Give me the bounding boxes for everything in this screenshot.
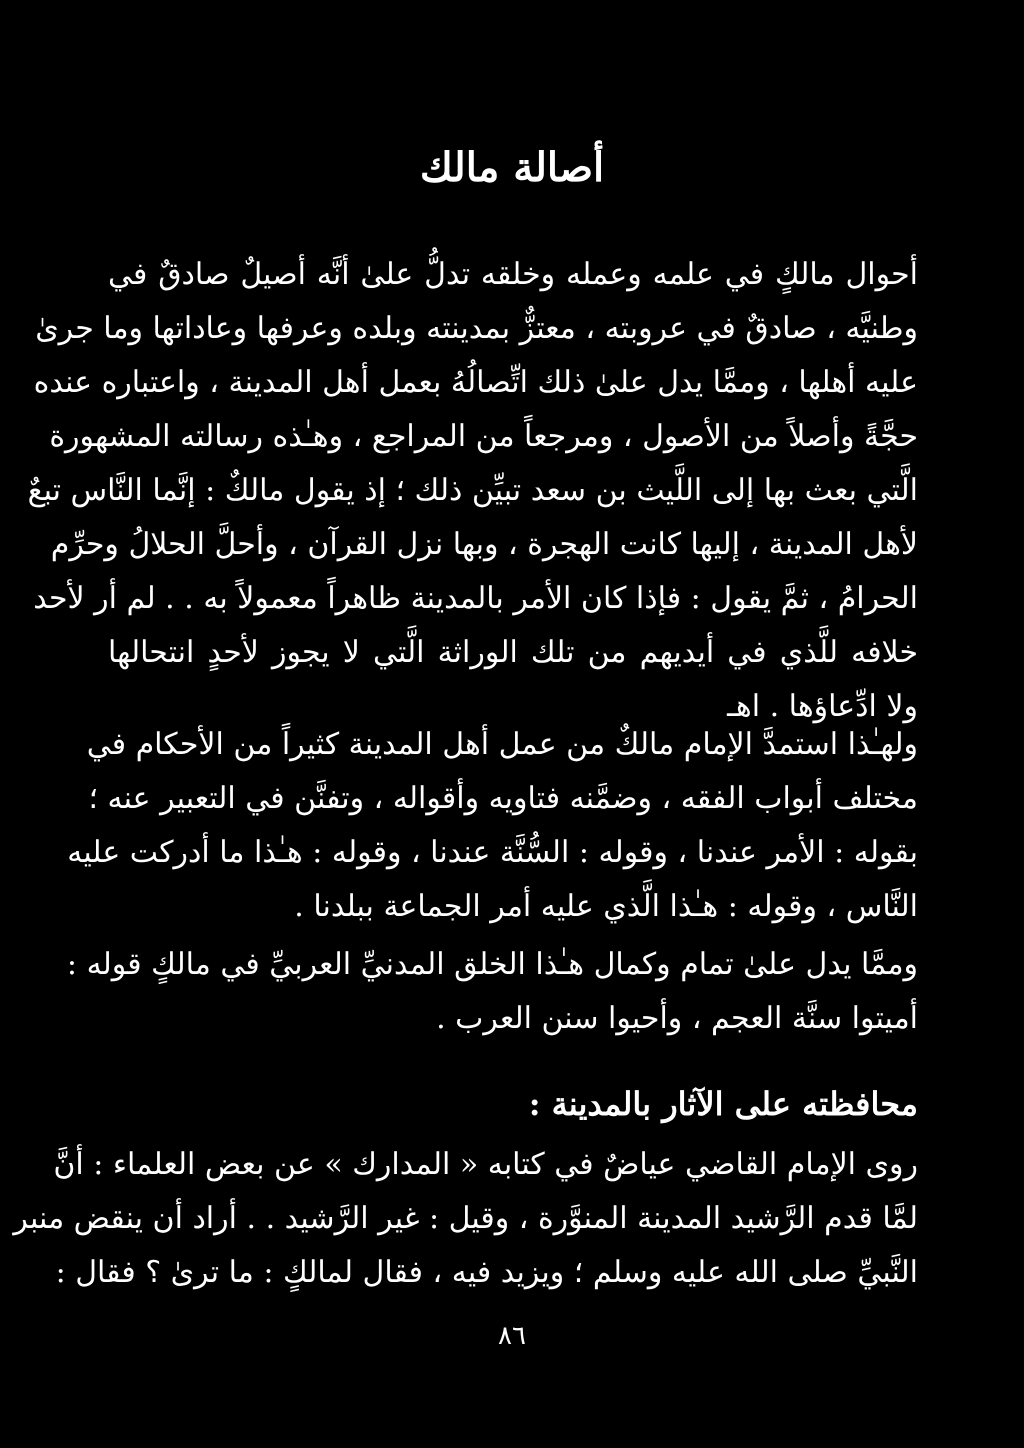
text-line: لأهل المدينة ، إليها كانت الهجرة ، وبها نزل القرآن ، وأحلَّ الحلالُ وحرِّم bbox=[50, 527, 918, 562]
text-line: حجَّةً وأصلاً من الأصول ، ومرجعاً من المراجع ، وهـٰذه رسالته المشهورة bbox=[49, 419, 918, 454]
text-line: الَّتي بعث بها إلى اللَّيث بن سعد تبيِّن ذلك ؛ إذ يقول مالكٌ : إنَّما النَّاس تبعٌ bbox=[27, 473, 918, 508]
text-line: عليه أهلها ، وممَّا يدل علىٰ ذلك اتِّصالُهُ بعمل أهل المدينة ، واعتباره عنده bbox=[33, 365, 918, 400]
paragraph-1 bbox=[27, 248, 918, 734]
text-line: مختلف أبواب الفقه ، وضمَّنه فتاويه وأقواله ، وتفنَّن في التعبير عنه ؛ bbox=[88, 781, 918, 816]
section-paragraph bbox=[13, 1138, 918, 1300]
page-number: ٨٦ bbox=[498, 1321, 526, 1351]
section-heading: محافظته على الآثار بالمدينة : bbox=[528, 1085, 918, 1123]
text-line: وممَّا يدل علىٰ تمام وكمال هـٰذا الخلق المدنيِّ العربيِّ في مالكٍ قوله : bbox=[66, 947, 918, 982]
text-line: ولهـٰذا استمدَّ الإمام مالكٌ من عمل أهل المدينة كثيراً من الأحكام في bbox=[86, 727, 918, 762]
text-line: وطنيَّه ، صادقٌ في عروبته ، معتزٌّ بمدينته وبلده وعرفها وعاداتها وما جرىٰ bbox=[35, 311, 918, 346]
text-line: أميتوا سنَّة العجم ، وأحيوا سنن العرب . bbox=[436, 1001, 918, 1036]
text-line: أحوال مالكٍ في علمه وعمله وخلقه تدلُّ علىٰ أنَّه أصيلٌ صادقٌ في bbox=[108, 257, 918, 292]
paragraph-3 bbox=[66, 938, 918, 1046]
page-title: أصالة مالك bbox=[419, 144, 605, 191]
text-line: ولا ادِّعاؤها . اهـ bbox=[727, 689, 918, 724]
text-line: خلافه للَّذي في أيديهم من تلك الوراثة الَّتي لا يجوز لأحدٍ انتحالها bbox=[108, 635, 918, 670]
text-line: لمَّا قدم الرَّشيد المدينة المنوَّرة ، وقيل : غير الرَّشيد . . أراد أن ينقض منبر bbox=[13, 1201, 918, 1236]
text-line: روى الإمام القاضي عياضٌ في كتابه « المدارك » عن بعض العلماء : أنَّ bbox=[53, 1147, 918, 1182]
text-line: النَّاس ، وقوله : هـٰذا الَّذي عليه أمر الجماعة ببلدنا . bbox=[294, 889, 918, 924]
text-line: الحرامُ ، ثمَّ يقول : فإذا كان الأمر بالمدينة ظاهراً معمولاً به . . لم أر لأحد bbox=[33, 581, 918, 616]
text-line: النَّبيِّ صلى الله عليه وسلم ؛ ويزيد فيه ، فقال لمالكٍ : ما ترىٰ ؟ فقال : bbox=[55, 1255, 918, 1290]
paragraph-2 bbox=[67, 718, 918, 934]
text-line: بقوله : الأمر عندنا ، وقوله : السُّنَّة عندنا ، وقوله : هـٰذا ما أدركت عليه bbox=[67, 835, 918, 870]
